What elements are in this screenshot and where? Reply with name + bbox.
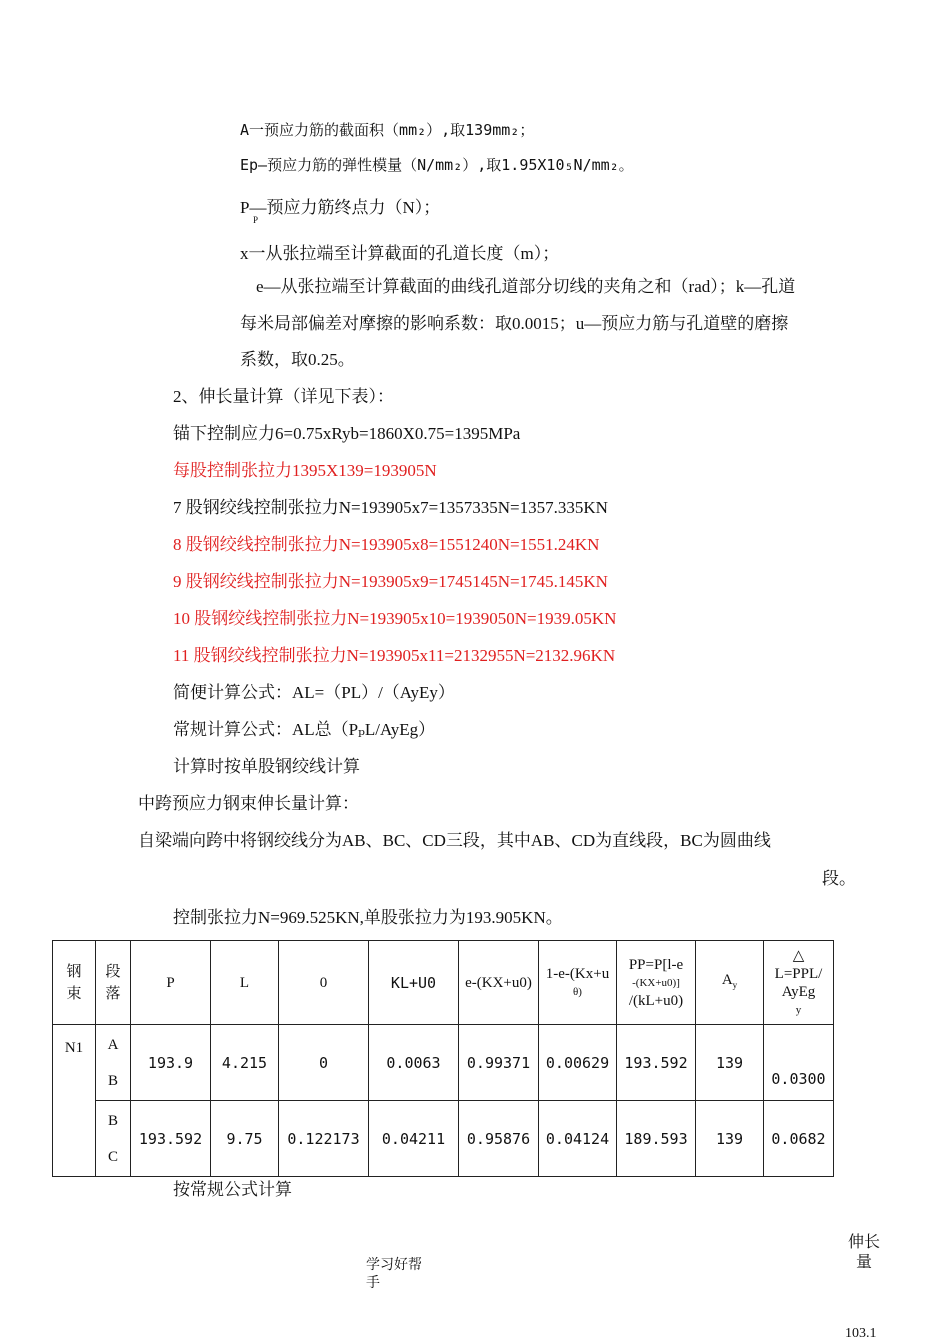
cell-ay: 139 (696, 1101, 764, 1177)
header-delta-a: △ (792, 947, 805, 964)
per-strand-force: 每股控制张拉力1395X139=193905N (173, 461, 437, 480)
segment-cell: A B (96, 1025, 131, 1101)
header-bundle: 钢束 (53, 941, 96, 1025)
force-7-strands: 7 股钢绞线控制张拉力N=193905x7=1357335N=1357.335KN (173, 498, 608, 517)
midspan-title: 中跨预应力钢束伸长量计算： (138, 794, 359, 813)
cell-p: 193.9 (131, 1025, 211, 1101)
header-pp-a: PP=P[l-e (628, 956, 684, 973)
table-row (53, 1101, 834, 1177)
footer-page-value: 103.1 (845, 1326, 877, 1341)
cell-ay: 139 (696, 1025, 764, 1101)
definition-pp-subscript: P (253, 215, 259, 225)
cell-exp: 0.95876 (459, 1101, 539, 1177)
header-segment: 段落 (96, 941, 131, 1025)
header-ay: $A_y$ (696, 941, 764, 1025)
header-delta-l (764, 941, 834, 1025)
footer-right-line1: 伸长 (848, 1234, 881, 1251)
header-p: P (131, 941, 211, 1025)
cell-kl: 0.0063 (369, 1025, 459, 1101)
segments-line1: 自梁端向跨中将钢绞线分为AB、BC、CD三段，其中AB、CD为直线段，BC为圆曲线 (138, 831, 771, 850)
header-delta-d: y (795, 1003, 802, 1016)
cell-pp: 189.593 (617, 1101, 696, 1177)
header-l: L (211, 941, 279, 1025)
cell-l: 9.75 (211, 1101, 279, 1177)
header-ay-sub: y (732, 980, 738, 990)
cell-p: 193.592 (131, 1101, 211, 1177)
header-pp-b: -(KX+u0)] (632, 976, 680, 989)
definition-x: x一从张拉端至计算截面的孔道长度（m）； (240, 244, 560, 263)
single-strand-note: 计算时按单股钢绞线计算 (173, 757, 360, 776)
header-pp (617, 941, 696, 1025)
header-delta-b: L=PPL/ (774, 965, 823, 982)
header-exp: e-(KX+u0) (459, 941, 539, 1025)
footer-center-line2: 手 (366, 1276, 380, 1291)
definition-pp (240, 197, 440, 219)
header-kl: KL+U0 (369, 941, 459, 1025)
cell-one-minus: 0.00629 (539, 1025, 617, 1101)
cell-l: 4.215 (211, 1025, 279, 1101)
simple-formula: 简便计算公式：AL=（PL）/（AyEy） (173, 683, 455, 702)
force-11-strands: 11 股钢绞线控制张拉力N=193905x11=2132955N=2132.96KN (173, 646, 616, 665)
header-one-minus-a: 1-e-(Kx+u (545, 965, 610, 982)
force-8-strands: 8 股钢绞线控制张拉力N=193905x8=1551240N=1551.24KN (173, 535, 600, 554)
table-header-row (53, 941, 834, 1025)
footer-center-line1: 学习好帮 (366, 1258, 422, 1273)
definition-a: A一预应力筋的截面积（mm₂）,取139mm₂； (240, 121, 535, 139)
segments-line2: 段。 (822, 869, 856, 888)
header-pp-c: /(kL+u0) (628, 992, 684, 1009)
header-theta: 0 (279, 941, 369, 1025)
cell-delta-l: 0.0300 (764, 1025, 834, 1101)
cell-one-minus: 0.04124 (539, 1101, 617, 1177)
after-table-note: 按常规公式计算 (173, 1180, 292, 1199)
header-one-minus-b: θ) (573, 985, 582, 998)
definition-ep: Ep—预应力筋的弹性模量（N/mm₂）,取1.95X10₅N/mm₂。 (240, 156, 634, 174)
definition-theta-line2: 每米局部偏差对摩擦的影响系数：取0.0015；u—预应力筋与孔道壁的磨擦 (240, 314, 789, 333)
cell-theta: 0 (279, 1025, 369, 1101)
force-9-strands: 9 股钢绞线控制张拉力N=193905x9=1745145N=1745.145KN (173, 572, 608, 591)
cell-pp: 193.592 (617, 1025, 696, 1101)
definition-pp-text: P—预应力筋终点力（N）； (240, 198, 441, 217)
section2-title: 2、伸长量计算（详见下表）： (173, 387, 394, 406)
definition-theta-line1: e—从张拉端至计算截面的曲线孔道部分切线的夹角之和（rad）；k—孔道 (256, 277, 796, 296)
cell-delta-l: 0.0682 (764, 1101, 834, 1177)
anchor-stress: 锚下控制应力6=0.75xRyb=1860X0.75=1395MPa (173, 424, 521, 443)
segment-cell: B C (96, 1101, 131, 1177)
header-delta-c: AyEg (781, 983, 816, 1000)
bundle-id: N1 (53, 1025, 96, 1177)
control-force: 控制张拉力N=969.525KN,单股张拉力为193.905KN。 (173, 908, 563, 927)
force-10-strands: 10 股钢绞线控制张拉力N=193905x10=1939050N=1939.05KN (173, 609, 617, 628)
regular-formula: 常规计算公式：AL总（PₚL/AyEg） (173, 720, 436, 739)
cell-kl: 0.04211 (369, 1101, 459, 1177)
table-row (53, 1025, 834, 1101)
elongation-table (52, 940, 834, 1177)
header-one-minus (539, 941, 617, 1025)
footer-right-line2: 量 (856, 1254, 873, 1271)
cell-theta: 0.122173 (279, 1101, 369, 1177)
definition-theta-line3: 系数，取0.25。 (240, 350, 355, 369)
cell-exp: 0.99371 (459, 1025, 539, 1101)
